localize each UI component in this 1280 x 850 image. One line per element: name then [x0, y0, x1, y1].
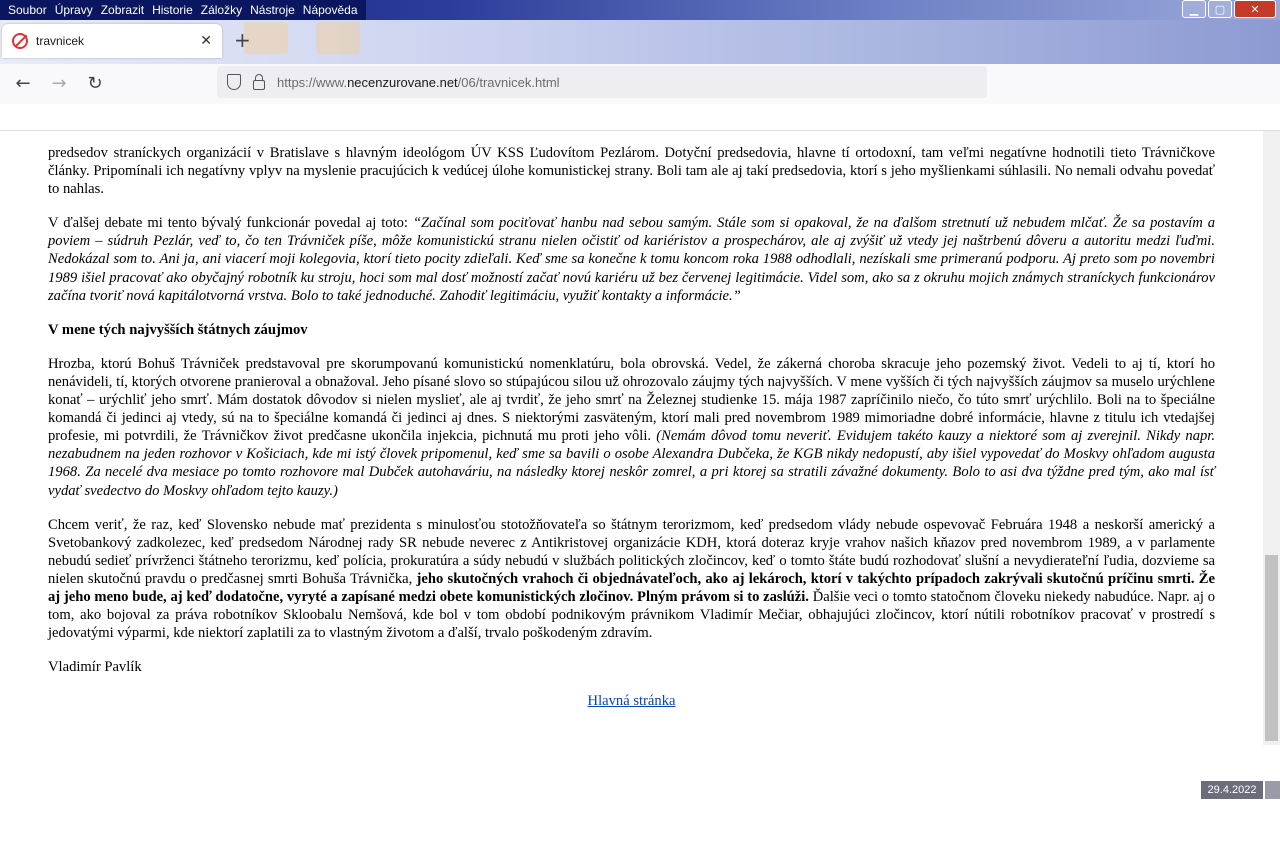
italic-aside: (Nemám dôvod tomu neveriť. Evidujem takéto kauzy a niektoré som aj zverejnil. Nikdy napr. nezabudnem na jeden rozhovor v Košiciach, kde mi istý človek pripomenul, keď sme sa bavili o osobe Alexandra Dubčeka, že KGB nikdy nedopustí, aby išiel vypovedať do Moskvy ohľadom augusta 1968. Za necelé dva mesiace po tomto rozhovore mal Dubček autohaváriu, na následky ktorej neskôr zomrel, a pri ktorej sa stratili závažné dokumenty. Bolo to asi dva týždne pred tým, ako mal ísť vydať svedectvo do Moskvy ohľadom tejto kauzy.) [48, 428, 1216, 499]
tab-travnicek[interactable] [2, 24, 222, 58]
url-domain: necenzurovane.net [347, 74, 458, 90]
lock-icon[interactable] [253, 80, 265, 90]
window-controls [1182, 0, 1276, 18]
decoration [316, 22, 360, 54]
back-button[interactable]: ← [15, 73, 31, 94]
menu-item-historie[interactable]: Historie [152, 3, 193, 17]
navigation-bar [0, 64, 1280, 105]
shield-icon[interactable] [227, 74, 241, 90]
home-link[interactable]: Hlavná stránka [587, 693, 676, 710]
divider [0, 130, 1280, 131]
minimize-button[interactable]: ▁ [1182, 0, 1206, 18]
paragraph-2: V ďalšej debate mi tento bývalý funkcionár povedal aj toto: “Začínal som pociťovať hanbu nad sebou samým. Stále som si opakoval, že na ďalšom stretnutí už nebudem mlčať. Že sa postavím a poviem – súdruh Pezlár, veď to, čo ten Trávniček píše, môže komunistickú stranu nielen očistiť od kariéristov a prospechárov, ale aj zvýšiť už vtedy jej naštrbenú dôveru a autoritu medzi ľuďmi. Nedokázal som to. Ani ja, ani viacerí moji kolegovia, ktorí tieto pocity zdieľali. Keď sme sa konečne k tomu koncom roka 1988 odhodlali, nezískali sme primeranú podporu. Aj preto som po novembri 1989 išiel pracovať ako obyčajný robotník ku stroju, hoci som mal dosť možností začať novú kariéru už bez červenej legitimácie. Videl som, ako sa z okruhu mojich známych straníckych funkcionárov začína tvoriť nová kapitálotvorná vrstva. Bolo to také jednoduché. Zahodiť legitimáciu, využiť kontakty a informácie.” [48, 215, 1216, 304]
article [48, 112, 1215, 726]
menu-item-nastroje[interactable]: Nástroje [250, 3, 295, 17]
menu-item-soubor[interactable]: Soubor [8, 3, 47, 17]
reload-button[interactable]: ↻ [87, 73, 103, 94]
menu-item-zobrazit[interactable]: Zobrazit [100, 3, 145, 17]
tab-close-icon[interactable]: ✕ [200, 33, 212, 49]
paragraph-4: Chcem veriť, že raz, keď Slovensko nebude mať prezidenta s minulosťou stotožňovateľa so štátnym terorizmom, keď predsedom vlády nebude ospevovač Februára 1948 a neskorší americký a Svetobankový zadkolezec, keď predsedom Národnej rady SR nebude neverec z Antikristovej organizácie KDH, ktorá doteraz kryje vrahov našich kňazov pred novembrom 1989, a v parlamente nebudú sedieť prívrženci štátneho terorizmu, keď polícia, prokuratúra a súdy nebudú v službách politických zločincov, keď o tomto štáte budú rozhodovať slušní a nevydierateľní ľudia, dozvieme sa nielen skutočnú pravdu o predčasnej smrti Bohuša Trávnička, jeho skutočných vrahoch či objednávateľoch, ako aj lekároch, ktorí v takýchto prípadoch zakrývali skutočnú príčinu smrti. Že aj jeho meno bude, aj keď dodatočne, vyryté a zapísané medzi obete komunistických zločinov. Plným právom si to zaslúži. Ďalšie veci o tomto statočnom človeku niekedy nabudúce. Napr. aj o tom, ako bojoval za práva robotníkov Skloobalu Nemšová, kde bol v tom období podnikovým právnikom Vladimír Mečiar, obhajujúci zločincov, ktorí nútili robotníkov pracovať v prostredí s jedovatými výparmi, kde niektorí zaplatili za to vlastným životom a ďalší, trvalo poškodeným zdravím. [48, 516, 1215, 642]
maximize-button[interactable]: ▢ [1208, 0, 1232, 18]
home-link-row [48, 692, 1215, 710]
scrollbar-thumb[interactable] [1265, 555, 1278, 741]
menu-item-upravy[interactable]: Úpravy [54, 3, 93, 17]
close-window-button[interactable]: ✕ [1234, 0, 1276, 18]
vertical-scrollbar[interactable] [1263, 131, 1280, 745]
taskbar-date: 29.4.2022 [1201, 781, 1263, 799]
blocked-favicon-icon [12, 33, 28, 49]
quote: “Začínal som pociťovať hanbu nad sebou samým. Stále som si opakoval, že na ďalšom stretnutí už nebudem mlčať. Že sa postavím a poviem – súdruh Pezlár, veď to, čo ten Trávniček píše, môže komunistickú stranu nielen očistiť od kariéristov a prospechárov, ale aj zvýšiť už vtedy jej naštrbenú dôveru a autoritu medzi ľuďmi. Nedokázal som to. Ani ja, ani viacerí moji kolegovia, ktorí tieto pocity zdieľali. Keď sme sa konečne k tomu koncom roka 1988 odhodlali, nezískali sme primeranú podporu. Aj preto som po novembri 1989 išiel pracovať ako obyčajný robotník ku stroju, hoci som mal dosť možností začať novú kariéru už bez červenej legitimácie. Videl som, ako sa z okruhu mojich známych straníckych funkcionárov začína tvoriť nová kapitálotvorná vrstva. Bolo to také jednoduché. Zahodiť legitimáciu, využiť kontakty a informácie.” [48, 215, 1216, 304]
paragraph-3: Hrozba, ktorú Bohuš Trávniček predstavoval pre skorumpovanú komunistickú nomenklatúru, bola obrovská. Vedel, že zákerná choroba skracuje jeho pozemský život. Vedeli to aj tí, ktorí ho nenávideli, tí, ktorých otvorene pranieroval a obnažoval. Jeho písané slovo so stúpajúcou silou už ohrozovalo záujmy tých najvyšších. V mene vyšších či tých najvyšších záujmov sa muselo urýchlene konať – urýchliť jeho smrť. Mám dostatok dôvodov si nielen myslieť, ale aj tvrdiť, že jeho smrť na Železnej studienke 15. mája 1987 zapríčinilo niečo, čo túto smrť urýchlilo. Boli na to špeciálne komandá či jedinci aj vtedy, sú na to špeciálne komandá či jedinci aj dnes. S niektorými zasväteným, ktorí mali pred novembrom 1989 mimoriadne dobré informácie, hlavne z titulu ich vtedajšej profesie, mi potvrdili, že Trávničkov život predčasne ukončila injekcia, pichnutá mu proti jeho vôli. (Nemám dôvod tomu neveriť. Evidujem takéto kauzy a niektoré som aj zverejnil. Nikdy napr. nezabudnem na jeden rozhovor v Košiciach, kde mi istý človek pripomenul, keď sme sa bavili o osobe Alexandra Dubčeka, že KGB nikdy nedopustí, aby išiel vypovedať do Moskvy ohľadom augusta 1968. Za necelé dva mesiace po tomto rozhovore mal Dubček autohaváriu, na následky ktorej neskôr zomrel, a pri ktorej sa stratili závažné dokumenty. Bolo to asi dva týždne pred tým, ako mal ísť vydať svedectvo do Moskvy ohľadom tejto kauzy.) [48, 355, 1216, 499]
tab-title: travnicek [36, 34, 85, 48]
menu-bar [0, 0, 1280, 20]
menu [0, 0, 366, 20]
section-heading: V mene tých najvyšších štátnych záujmov [48, 321, 308, 338]
menu-item-napoveda[interactable]: Nápověda [302, 3, 358, 17]
paragraph-1: predsedov straníckych organizácií v Bratislave s hlavným ideológom ÚV KSS Ľudovítom Pezlárom. Dotyční predsedovia, hlavne tí ortodoxní, tam veľmi negatívne hodnotili tieto Trávničkove články. Pripomínali ich negatívny vplyv na myslenie pracujúcich k vedúcej úlohe komunistickej strany. Boli tam ale aj takí predsedovia, ktorí s jeho myšlienkami súhlasili. No nemali odvahu povedať to nahlas. [48, 145, 1215, 198]
menu-item-zalozky[interactable]: Záložky [200, 3, 243, 17]
toolbar-spacer [0, 104, 1280, 130]
bold-statement: jeho skutočných vrahoch či objednávateľoch, ako aj lekároch, ktorí v takýchto prípadoch zakrývali skutočnú príčinu smrti. Že aj jeho meno bude, aj keď dodatočne, vyryté a zapísané medzi obete komunistických zločinov. Plným právom si to zaslúži. [48, 570, 1215, 605]
url-text[interactable]: https://www.necenzurovane.net/06/travnicek.html [277, 74, 560, 90]
url-bar[interactable] [217, 66, 987, 98]
forward-button[interactable]: → [51, 73, 67, 94]
author: Vladimír Pavlík [48, 659, 142, 676]
taskbar-button[interactable] [1265, 781, 1280, 799]
new-tab-button[interactable]: + [234, 28, 251, 52]
tab-strip [0, 20, 1280, 64]
